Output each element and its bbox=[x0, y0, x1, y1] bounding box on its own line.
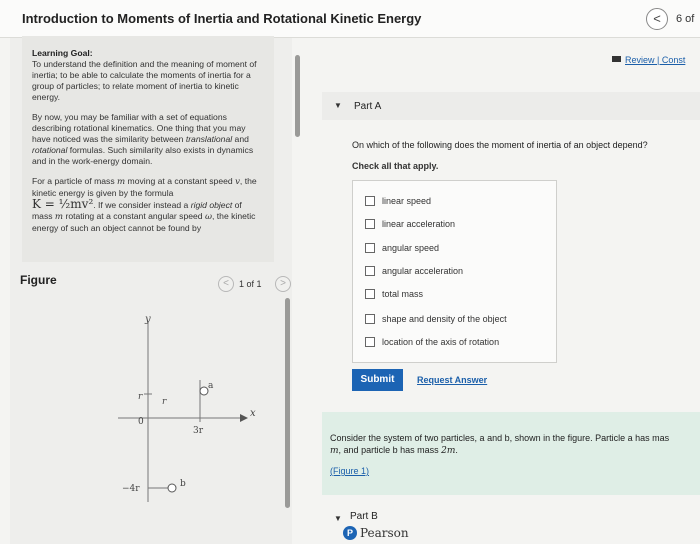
part-a-collapse-icon[interactable]: ▼ bbox=[334, 101, 342, 110]
kinetic-energy-formula: K = ½mv² bbox=[32, 197, 94, 211]
answer-options bbox=[352, 180, 557, 363]
submit-button[interactable]: Submit bbox=[352, 369, 403, 391]
goal-p4-text-c: rotating at a constant angular speed bbox=[63, 211, 205, 221]
option-label: angular speed bbox=[382, 243, 440, 253]
option-label: total mass bbox=[382, 289, 424, 299]
option-angular-speed[interactable] bbox=[365, 241, 439, 255]
label-3r: 3r bbox=[193, 426, 204, 436]
page-count: 6 of bbox=[676, 13, 695, 25]
option-axis-location[interactable] bbox=[365, 335, 499, 349]
learning-goal-text: To understand the definition and the meaning of moment of inertia; to be able to calculate the moments of inertia for a group of particles; to relate moment of inertia to kinetic energy. bbox=[32, 59, 257, 102]
review-link[interactable] bbox=[612, 55, 685, 65]
figure-link[interactable]: (Figure 1) bbox=[330, 466, 370, 476]
checkbox[interactable] bbox=[365, 337, 375, 347]
figure-title: Figure bbox=[20, 273, 57, 287]
part-b-label: Part B bbox=[350, 511, 378, 522]
option-label: linear speed bbox=[382, 196, 432, 206]
x-axis-arrow bbox=[240, 414, 248, 422]
consider-var-2m: 2m bbox=[441, 446, 456, 456]
goal-p2-em-translational: translational bbox=[185, 134, 233, 144]
label-x: x bbox=[250, 408, 256, 419]
learning-goal-heading: Learning Goal: bbox=[32, 48, 93, 58]
option-label: shape and density of the object bbox=[382, 314, 507, 324]
part-a-question: On which of the following does the moment of inertia of an object depend? bbox=[352, 140, 648, 150]
goal-paragraph-2 bbox=[32, 112, 264, 167]
goal-paragraph-3 bbox=[32, 176, 264, 234]
page-title: Introduction to Moments of Inertia and Rotational Kinetic Energy bbox=[22, 11, 422, 26]
label-y: y bbox=[145, 314, 151, 325]
figure-next-button[interactable]: > bbox=[275, 276, 291, 292]
label-zero: 0 bbox=[138, 417, 144, 427]
label-a: a bbox=[208, 381, 214, 391]
option-angular-acceleration[interactable] bbox=[365, 264, 463, 278]
goal-p3-text-c: , the kinetic energy is given by the formula bbox=[32, 176, 257, 198]
particle-figure bbox=[100, 310, 270, 510]
check-all-instruction: Check all that apply. bbox=[352, 161, 439, 171]
review-icon bbox=[612, 56, 621, 62]
goal-p2-text-a: By now, you may be familiar with a set of equations describing rotational kinematics. One thing that you may have noticed was the similarity between bbox=[32, 112, 246, 144]
goal-p3-text-a: For a particle of mass bbox=[32, 176, 118, 186]
goal-p3-var-m: m bbox=[117, 177, 126, 187]
option-shape-density[interactable] bbox=[365, 312, 507, 326]
pearson-logo bbox=[343, 526, 409, 540]
goal-p2-em-rotational: rotational bbox=[32, 145, 68, 155]
checkbox[interactable] bbox=[365, 243, 375, 253]
goal-p4-text-d: , the kinetic energy of such an object cannot be found by bbox=[32, 211, 256, 233]
label-r-dimension: r bbox=[162, 397, 167, 407]
checkbox[interactable] bbox=[365, 266, 375, 276]
request-answer-link[interactable]: Request Answer bbox=[417, 375, 488, 385]
consider-line-2: , and particle b has mass bbox=[338, 445, 442, 455]
consider-text bbox=[330, 432, 700, 457]
goal-p2-text-b: and bbox=[232, 134, 249, 144]
goal-p3-text-b: moving at a constant speed bbox=[125, 176, 236, 186]
goal-scrollbar[interactable] bbox=[295, 55, 300, 137]
goal-fade bbox=[22, 246, 274, 262]
checkbox[interactable] bbox=[365, 219, 375, 229]
part-a-label: Part A bbox=[354, 101, 382, 112]
top-bar bbox=[0, 0, 700, 38]
label-b: b bbox=[180, 479, 186, 489]
consider-var-m: m bbox=[330, 446, 339, 456]
goal-p4-text-a: . If we consider instead a bbox=[93, 200, 191, 210]
checkbox[interactable] bbox=[365, 314, 375, 324]
checkbox[interactable] bbox=[365, 289, 375, 299]
option-label: location of the axis of rotation bbox=[382, 337, 500, 347]
option-label: linear acceleration bbox=[382, 219, 456, 229]
goal-p3-var-v: v bbox=[235, 177, 240, 187]
pearson-icon: P bbox=[343, 526, 357, 540]
option-label: angular acceleration bbox=[382, 266, 464, 276]
option-linear-speed[interactable] bbox=[365, 194, 431, 208]
goal-p4-var-omega: ω bbox=[204, 212, 212, 222]
label-r-axis: r bbox=[138, 392, 143, 402]
learning-goal-box bbox=[22, 36, 274, 262]
checkbox[interactable] bbox=[365, 196, 375, 206]
consider-period: . bbox=[455, 445, 458, 455]
goal-p4-text-b: of mass bbox=[32, 200, 242, 221]
review-label: Review | Const bbox=[625, 55, 686, 65]
figure-prev-button[interactable]: < bbox=[218, 276, 234, 292]
consider-line-1: Consider the system of two particles, a and b, shown in the figure. Particle a has mas bbox=[330, 433, 670, 443]
goal-p4-em-rigid: rigid object bbox=[190, 200, 233, 210]
pearson-brand: Pearson bbox=[360, 526, 409, 540]
goal-p4-var-m: m bbox=[54, 212, 64, 222]
option-total-mass[interactable] bbox=[365, 287, 423, 301]
label-neg-4r: −4r bbox=[122, 484, 140, 494]
option-linear-acceleration[interactable] bbox=[365, 217, 455, 231]
particle-b bbox=[168, 484, 176, 492]
goal-p2-text-c: formulas. Such similarity also exists in dynamics and in the work-energy domain. bbox=[32, 145, 254, 166]
particle-a bbox=[200, 387, 208, 395]
part-b-collapse-icon[interactable]: ▼ bbox=[334, 514, 342, 523]
figure-count: 1 of 1 bbox=[239, 279, 262, 289]
figure-scrollbar[interactable] bbox=[285, 298, 290, 508]
prev-item-button[interactable]: < bbox=[646, 8, 668, 30]
